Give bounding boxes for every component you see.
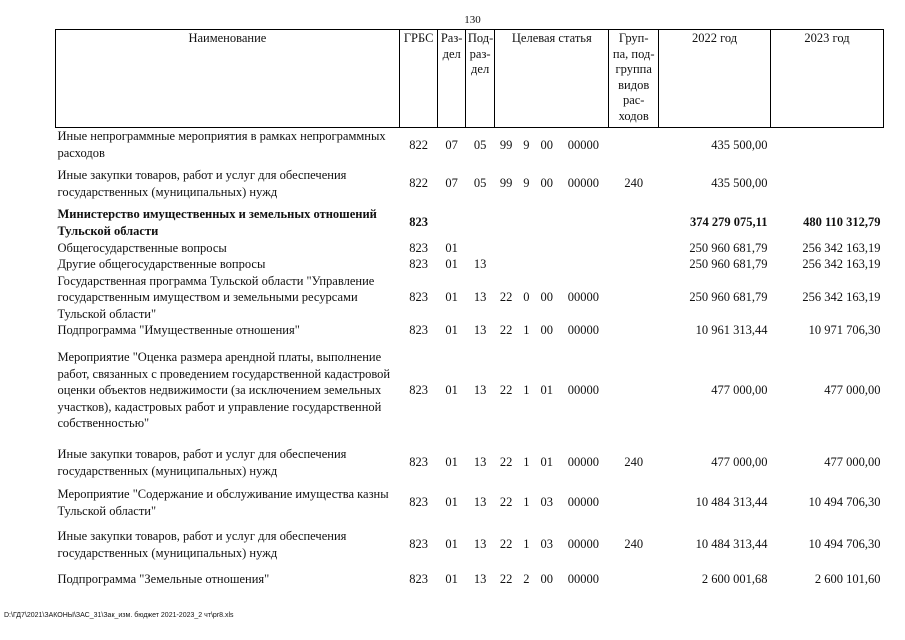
table-row — [56, 256, 884, 273]
row-amount-2023: 10 494 706,30 — [808, 495, 881, 510]
header-grbs: ГРБС — [399, 30, 438, 128]
row-target-code: 00000 — [567, 323, 599, 337]
row-target-code: 00000 — [567, 572, 599, 587]
row-name: Министерство имущественных и земельных отношений Тульской области — [57, 207, 377, 238]
row-target-program: 22 — [499, 572, 513, 587]
row-target-program: 99 — [499, 176, 513, 191]
row-target-event — [536, 240, 558, 257]
row-amount-2023 — [770, 162, 883, 206]
row-expense-group: 240 — [624, 537, 644, 552]
row-target-subprogram: 9 — [523, 137, 530, 152]
row-amount-2023: 256 342 163,19 — [802, 290, 881, 304]
table-row — [56, 567, 884, 593]
row-amount-2022: 250 960 681,79 — [689, 290, 768, 304]
row-podrazdel — [465, 206, 494, 240]
row-razdel: 07 — [445, 137, 458, 152]
row-razdel: 01 — [445, 495, 458, 510]
table-row — [56, 322, 884, 339]
row-target-program — [495, 206, 517, 240]
row-target-code: 00000 — [567, 383, 599, 398]
row-podrazdel: 13 — [473, 455, 487, 470]
row-target-code: 00000 — [567, 537, 599, 552]
row-name: Общегосударственные вопросы — [57, 240, 227, 255]
table-row — [56, 483, 884, 523]
row-amount-2022: 10 961 313,44 — [695, 323, 768, 337]
row-amount-2022: 250 960 681,79 — [689, 257, 768, 271]
row-target-event: 00 — [540, 572, 553, 587]
row-razdel: 01 — [445, 572, 458, 587]
row-razdel: 01 — [445, 290, 458, 304]
row-expense-group — [609, 273, 659, 323]
row-amount-2023: 2 600 101,60 — [814, 572, 881, 587]
row-target-subprogram — [517, 240, 535, 257]
row-expense-group — [609, 206, 659, 240]
row-amount-2022: 435 500,00 — [711, 176, 768, 191]
table-row — [56, 128, 884, 162]
row-podrazdel: 13 — [473, 323, 487, 337]
row-target-event: 01 — [540, 455, 553, 470]
row-target-event: 00 — [540, 323, 553, 337]
row-target-subprogram: 0 — [523, 290, 530, 304]
row-amount-2023: 10 971 706,30 — [808, 323, 881, 337]
row-name: Иные закупки товаров, работ и услуг для обеспечения государственных (муниципальных) нужд — [57, 168, 347, 199]
row-grbs: 822 — [409, 137, 428, 152]
row-target-program: 99 — [499, 137, 513, 152]
row-amount-2022: 10 484 313,44 — [695, 495, 768, 510]
header-year-2023: 2023 год — [770, 30, 883, 128]
row-podrazdel: 13 — [473, 572, 487, 587]
row-expense-group — [609, 339, 659, 443]
row-amount-2023: 256 342 163,19 — [802, 240, 881, 255]
row-target-subprogram — [517, 206, 535, 240]
row-amount-2022: 250 960 681,79 — [689, 240, 768, 255]
row-target-event: 00 — [540, 137, 553, 152]
row-target-event: 00 — [540, 290, 553, 304]
row-podrazdel: 13 — [473, 290, 487, 304]
row-amount-2022: 374 279 075,11 — [690, 215, 768, 230]
row-podrazdel — [465, 240, 494, 257]
row-grbs: 823 — [409, 455, 428, 470]
row-name: Иные закупки товаров, работ и услуг для обеспечения государственных (муниципальных) нужд — [57, 529, 347, 560]
row-name: Иные непрограммные мероприятия в рамках непрограммных расходов — [57, 129, 386, 160]
row-name: Иные закупки товаров, работ и услуг для обеспечения государственных (муниципальных) нужд — [57, 447, 347, 478]
row-razdel: 07 — [445, 176, 458, 191]
row-podrazdel: 13 — [473, 495, 487, 510]
row-expense-group — [609, 256, 659, 273]
row-razdel: 01 — [445, 455, 458, 470]
budget-table — [55, 29, 884, 593]
table-header — [56, 30, 884, 128]
row-target-subprogram: 1 — [523, 383, 530, 398]
row-podrazdel: 13 — [473, 257, 487, 271]
row-razdel: 01 — [445, 257, 458, 271]
row-target-code: 00000 — [567, 137, 599, 152]
row-grbs: 823 — [409, 495, 428, 510]
row-grbs: 823 — [409, 537, 428, 552]
table-row — [56, 206, 884, 240]
row-target-program: 22 — [499, 290, 513, 304]
row-target-subprogram — [517, 256, 535, 273]
row-target-program: 22 — [499, 537, 513, 552]
row-target-subprogram: 1 — [523, 455, 530, 470]
row-name: Государственная программа Тульской области "Управление государственным имуществом и земельными ресурсами Тульской области" — [57, 273, 375, 321]
row-target-program: 22 — [499, 383, 513, 398]
table-row — [56, 162, 884, 206]
table-row — [56, 443, 884, 483]
row-amount-2022: 477 000,00 — [711, 455, 768, 470]
header-target-article: Целевая статья — [495, 30, 609, 128]
row-target-event — [536, 206, 558, 240]
table-row — [56, 523, 884, 567]
header-razdel: Раз- дел — [438, 30, 465, 128]
row-target-program: 22 — [499, 323, 513, 337]
row-target-code: 00000 — [567, 176, 599, 191]
row-amount-2022: 10 484 313,44 — [695, 537, 768, 552]
row-target-subprogram: 9 — [523, 176, 530, 191]
row-podrazdel: 05 — [473, 137, 487, 152]
row-amount-2023: 256 342 163,19 — [802, 257, 881, 271]
row-target-subprogram: 2 — [523, 572, 530, 587]
row-target-event: 03 — [540, 495, 553, 510]
row-target-code — [558, 240, 609, 257]
row-target-program — [495, 240, 517, 257]
row-razdel: 01 — [445, 240, 458, 255]
header-name: Наименование — [56, 30, 400, 128]
row-target-event — [536, 256, 558, 273]
row-name: Другие общегосударственные вопросы — [57, 257, 266, 271]
row-amount-2022: 477 000,00 — [711, 383, 768, 398]
row-target-program: 22 — [499, 455, 513, 470]
row-expense-group — [609, 128, 659, 162]
file-path-footer: D:\ГД7\2021\ЗАКОНЫ\ЗАС_31\Зак_изм. бюджет 2021-2023_2 чт\pr8.xls — [4, 612, 234, 619]
row-grbs: 823 — [409, 240, 428, 255]
row-expense-group — [609, 240, 659, 257]
table-row — [56, 273, 884, 323]
row-target-subprogram: 1 — [523, 495, 530, 510]
row-grbs: 823 — [409, 215, 428, 230]
table-row — [56, 240, 884, 257]
row-name: Мероприятие "Содержание и обслуживание имущества казны Тульской области" — [57, 487, 389, 518]
table-body — [56, 128, 884, 593]
row-name: Мероприятие "Оценка размера арендной платы, выполнение работ, связанных с проведением государственной кадастровой оценки объектов недвижимости (за исключением земельных участков), кадастровых работ и управление государственной собственностью" — [57, 350, 391, 431]
row-grbs: 823 — [409, 290, 428, 304]
row-target-event: 00 — [540, 176, 553, 191]
row-podrazdel: 13 — [473, 383, 487, 398]
row-grbs: 823 — [409, 572, 428, 587]
header-expense-group: Груп- па, под- группа видов рас- ходов — [609, 30, 659, 128]
row-amount-2023 — [770, 128, 883, 162]
row-amount-2023: 480 110 312,79 — [803, 215, 881, 230]
header-podrazdel: Под- раз- дел — [465, 30, 494, 128]
row-razdel: 01 — [445, 383, 458, 398]
row-razdel: 01 — [445, 323, 458, 337]
row-expense-group — [609, 322, 659, 339]
row-amount-2023: 477 000,00 — [824, 455, 881, 470]
row-target-code — [558, 206, 609, 240]
row-target-code: 00000 — [567, 495, 599, 510]
row-target-event: 03 — [540, 537, 553, 552]
row-grbs: 823 — [409, 383, 428, 398]
row-target-code: 00000 — [567, 455, 599, 470]
row-target-program: 22 — [499, 495, 513, 510]
row-amount-2022: 2 600 001,68 — [701, 572, 768, 587]
row-target-program — [495, 256, 517, 273]
budget-table-sheet — [55, 29, 884, 593]
row-podrazdel: 05 — [473, 176, 487, 191]
row-target-event: 01 — [540, 383, 553, 398]
row-amount-2022: 435 500,00 — [711, 137, 768, 152]
row-target-code: 00000 — [567, 290, 599, 304]
row-razdel: 01 — [445, 537, 458, 552]
table-row — [56, 339, 884, 443]
row-amount-2023: 477 000,00 — [824, 383, 881, 398]
row-expense-group: 240 — [624, 176, 644, 191]
header-year-2022: 2022 год — [659, 30, 771, 128]
row-razdel — [438, 206, 465, 240]
row-expense-group — [609, 483, 659, 523]
page-number: 130 — [464, 14, 481, 26]
row-expense-group — [609, 567, 659, 593]
row-podrazdel: 13 — [473, 537, 487, 552]
row-grbs: 822 — [409, 176, 428, 191]
row-target-subprogram: 1 — [523, 537, 530, 552]
row-target-code — [558, 256, 609, 273]
row-grbs: 823 — [409, 323, 428, 337]
row-expense-group: 240 — [624, 455, 644, 470]
row-amount-2023: 10 494 706,30 — [808, 537, 881, 552]
row-grbs: 823 — [409, 257, 428, 271]
row-name: Подпрограмма "Земельные отношения" — [57, 572, 270, 587]
row-name: Подпрограмма "Имущественные отношения" — [57, 323, 300, 337]
row-target-subprogram: 1 — [523, 323, 530, 337]
